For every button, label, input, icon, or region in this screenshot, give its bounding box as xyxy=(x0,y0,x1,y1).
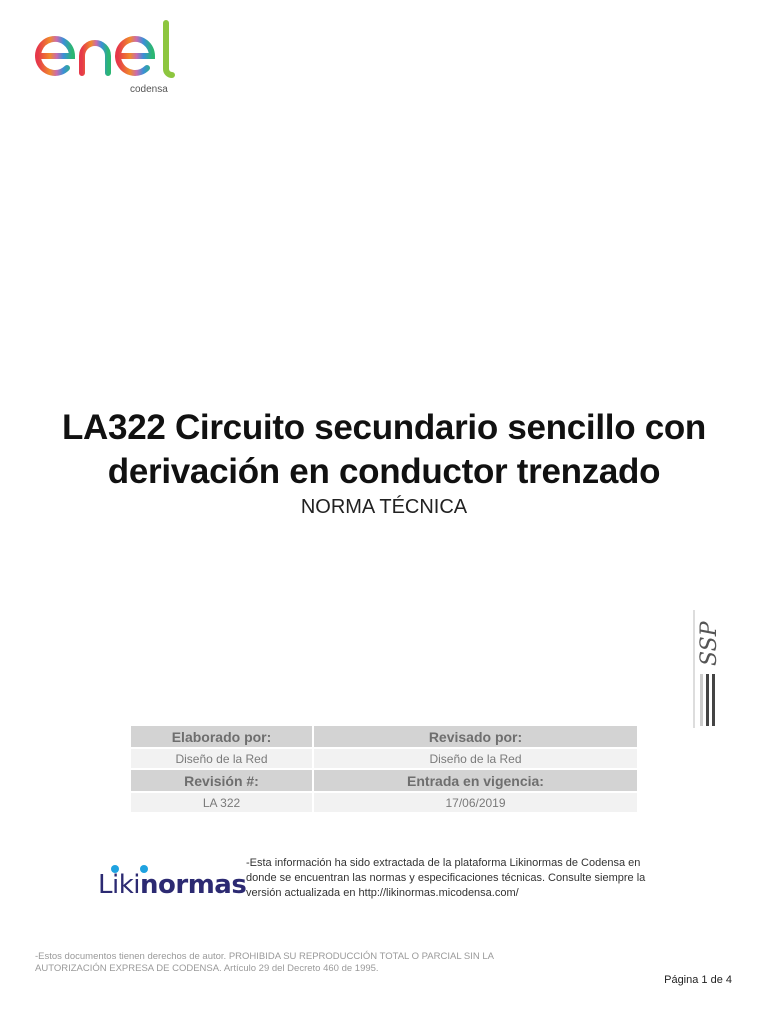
header-elaborado: Elaborado por: xyxy=(131,726,312,747)
value-elaborado: Diseño de la Red xyxy=(131,749,312,768)
likinormas-brand-a: Liki xyxy=(98,870,140,900)
stamp-graphic xyxy=(690,608,730,730)
logo-subtext: codensa xyxy=(130,84,168,95)
header-revision: Revisión #: xyxy=(131,770,312,791)
table-row xyxy=(131,749,637,768)
value-revisado: Diseño de la Red xyxy=(314,749,637,768)
page-number: Página 1 de 4 xyxy=(664,974,732,986)
svg-text:SSP: SSP xyxy=(697,621,722,666)
document-title: LA322 Circuito secundario sencillo con derivación en conductor trenzado xyxy=(61,408,707,491)
title-block xyxy=(0,406,768,520)
likinormas-logo xyxy=(98,870,246,900)
value-revision: LA 322 xyxy=(131,793,312,812)
copyright-notice: -Estos documentos tienen derechos de autor. PROHIBIDA SU REPRODUCCIÓN TOTAL O PARCIAL SIN LA AUTORIZACIÓN EXPRESA DE CODENSA. Artículo 29 del Decreto 460 de 1995. xyxy=(35,951,494,974)
table-header-row xyxy=(131,726,637,747)
value-vigencia: 17/06/2019 xyxy=(314,793,637,812)
document-subtitle: NORMA TÉCNICA xyxy=(300,496,468,518)
table-header-row xyxy=(131,770,637,791)
vigilado-stamp xyxy=(690,608,730,730)
enel-logo-mark xyxy=(34,18,184,88)
header-vigencia: Entrada en vigencia: xyxy=(314,770,637,791)
header-revisado: Revisado por: xyxy=(314,726,637,747)
likinormas-brand-b: normas xyxy=(140,870,247,900)
document-info-table xyxy=(129,724,639,814)
table-row xyxy=(131,793,637,812)
likinormas-note: -Esta información ha sido extractada de la plataforma Likinormas de Codensa en donde se encuentran las normas y especificaciones técnicas. Consulte siempre la versión actualizada en http://likinormas.micodensa.com/ xyxy=(246,857,646,899)
